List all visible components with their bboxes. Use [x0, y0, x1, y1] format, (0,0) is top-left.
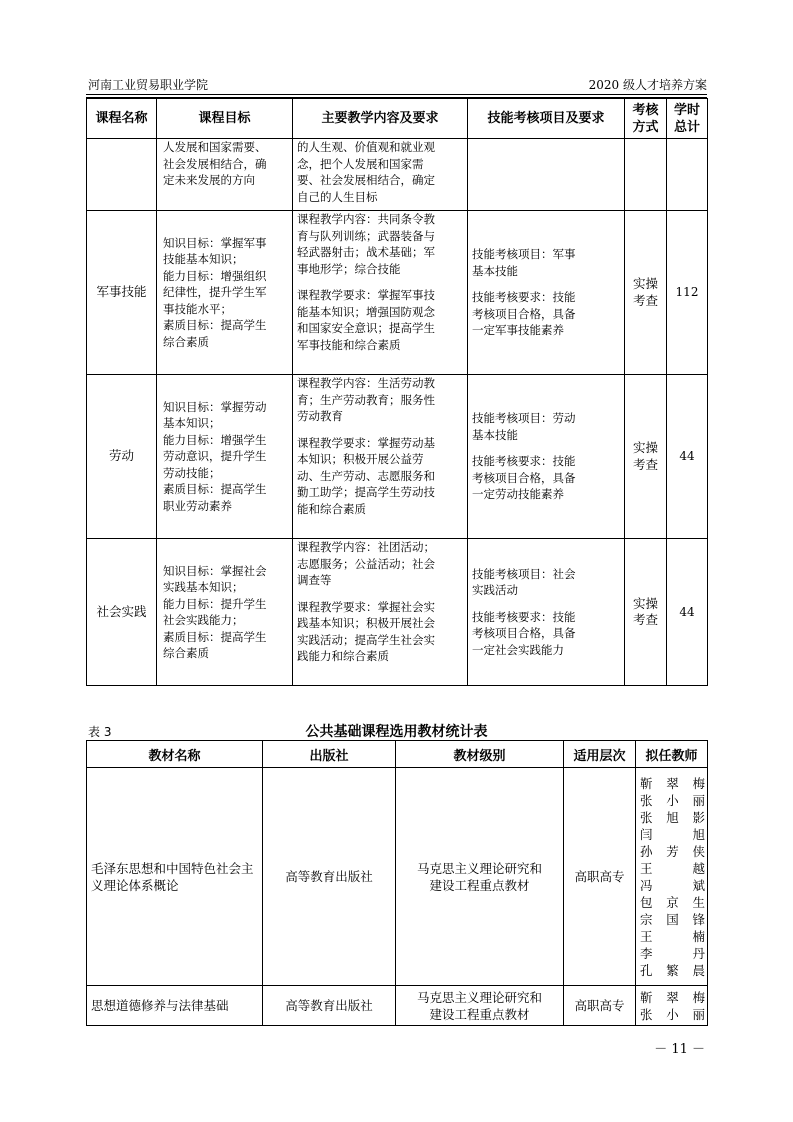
teacher-name: 王 越: [640, 860, 705, 876]
teacher-name: 孔繁晨: [640, 962, 705, 978]
course-content: [293, 375, 468, 539]
teacher-list: [636, 768, 708, 986]
teacher-name: 闫 旭: [640, 826, 705, 842]
col-header-total-hours: 学时总计: [667, 99, 708, 139]
col-header-applicable-level: 适用层次: [564, 741, 636, 768]
table-row: [87, 139, 708, 211]
table3-title: 公共基础课程选用教材统计表: [305, 724, 488, 740]
assessment-method: [625, 139, 667, 211]
skill-requirement-text: 技能考核要求：技能 考核项目合格，具备 一定军事技能素养: [472, 290, 576, 338]
course-goal: 知识目标：掌握社会 实践基本知识； 能力目标：提升学生 社会实践能力； 素质目标：提高学生 综合素质: [157, 539, 293, 686]
teacher-name: 张旭影: [640, 809, 705, 825]
applicable-level: 高职高专: [564, 768, 636, 986]
table-row: [87, 986, 708, 1026]
content-text: 课程教学内容：社团活动； 志愿服务；公益活动；社会 调查等: [297, 540, 435, 587]
course-table-header-row: [87, 99, 708, 139]
skill-assessment: [468, 539, 625, 686]
table-row: [87, 539, 708, 686]
course-content: 的人生观、价值观和就业观 念，把个人发展和国家需 要、社会发展相结合，确定 自己的人生目标: [293, 139, 468, 211]
requirement-text: 课程教学要求：掌握社会实 践基本知识；积极开展社会 实践活动；提高学生社会实 践能力和综合素质: [297, 599, 435, 663]
assessment-method: 实操 考查: [625, 211, 667, 375]
teacher-name: 包京生: [640, 894, 705, 910]
course-table: [86, 98, 708, 686]
course-name: [87, 139, 157, 211]
teacher-name: 宗国锋: [640, 911, 705, 927]
header-rule: [86, 94, 707, 95]
course-name: 军事技能: [87, 211, 157, 375]
skill-requirement-text: 技能考核要求：技能 考核项目合格，具备 一定劳动技能素养: [472, 454, 576, 502]
col-header-skill-assessment: 技能考核项目及要求: [468, 99, 625, 139]
col-header-textbook-level: 教材级别: [396, 741, 564, 768]
skill-requirement-text: 技能考核要求：技能 考核项目合格，具备 一定社会实践能力: [472, 609, 576, 657]
skill-assessment: [468, 139, 625, 211]
skill-item-text: 技能考核项目：社会 实践活动: [472, 566, 576, 598]
publisher: 高等教育出版社: [263, 986, 396, 1026]
col-header-course-name: 课程名称: [87, 99, 157, 139]
teacher-name: 李 丹: [640, 945, 705, 961]
textbook-table: [86, 740, 708, 1026]
assessment-method: 实操 考查: [625, 539, 667, 686]
table-row: [87, 375, 708, 539]
col-header-course-goal: 课程目标: [157, 99, 293, 139]
col-header-teachers: 拟任教师: [636, 741, 708, 768]
table-row: [87, 211, 708, 375]
textbook-level: 马克思主义理论研究和 建设工程重点教材: [396, 986, 564, 1026]
requirement-text: 课程教学要求：掌握军事技 能基本知识；增强国防观念 和国家安全意识；提高学生 军事技能和综合素质: [297, 288, 435, 352]
total-hours: 112: [667, 211, 708, 375]
teacher-name: 张小丽: [640, 1006, 705, 1022]
content-text: 课程教学内容：共同条令教 育与队列训练；武器装备与 轻武器射击；战术基础；军 事地形学；综合技能: [297, 212, 435, 276]
skill-item-text: 技能考核项目：劳动 基本技能: [472, 411, 576, 442]
header-institution: 河南工业贸易职业学院: [88, 78, 209, 92]
applicable-level: 高职高专: [564, 986, 636, 1026]
teacher-name: 靳翠梅: [640, 989, 705, 1005]
total-hours: 44: [667, 539, 708, 686]
course-goal: 知识目标：掌握军事 技能基本知识； 能力目标：增强组织 纪律性，提升学生军 事技能水平； 素质目标：提高学生 综合素质: [157, 211, 293, 375]
course-name: 社会实践: [87, 539, 157, 686]
table3-label: 表 3: [88, 725, 112, 739]
textbook-level: 马克思主义理论研究和 建设工程重点教材: [396, 768, 564, 986]
col-header-content: 主要教学内容及要求: [293, 99, 468, 139]
assessment-method: 实操 考查: [625, 375, 667, 539]
requirement-text: 课程教学要求：掌握劳动基 本知识；积极开展公益劳 动、生产劳动、志愿服务和 勤工助学；提高学生劳动技 能和综合素质: [297, 435, 435, 516]
teacher-name: 冯 斌: [640, 877, 705, 893]
textbook-name: 毛泽东思想和中国特色社会主义理论体系概论: [87, 768, 263, 986]
table-row: [87, 768, 708, 986]
course-goal: 人发展和国家需要、 社会发展相结合，确 定未来发展的方向: [157, 139, 293, 211]
skill-assessment: [468, 375, 625, 539]
total-hours: 44: [667, 375, 708, 539]
skill-assessment: [468, 211, 625, 375]
col-header-textbook-name: 教材名称: [87, 741, 263, 768]
course-content: [293, 211, 468, 375]
skill-item-text: 技能考核项目：军事 基本技能: [472, 247, 576, 278]
teacher-name: 靳翠梅: [640, 775, 705, 791]
header-plan-title: 2020 级人才培养方案: [588, 78, 707, 92]
teacher-name: 王 楠: [640, 928, 705, 944]
textbook-name: 思想道德修养与法律基础: [87, 986, 263, 1026]
teacher-name: 孙芳侠: [640, 843, 705, 859]
page-number: － 11 －: [654, 1042, 705, 1057]
col-header-assessment-method: 考核方式: [625, 99, 667, 139]
course-goal: 知识目标：掌握劳动 基本知识； 能力目标：增强学生 劳动意识，提升学生 劳动技能； 素质目标：提高学生 职业劳动素养: [157, 375, 293, 539]
textbook-table-header-row: [87, 741, 708, 768]
course-content: [293, 539, 468, 686]
publisher: 高等教育出版社: [263, 768, 396, 986]
total-hours: [667, 139, 708, 211]
course-name: 劳动: [87, 375, 157, 539]
content-text: 课程教学内容：生活劳动教 育；生产劳动教育；服务性 劳动教育: [297, 376, 435, 423]
teacher-name: 张小丽: [640, 792, 705, 808]
teacher-list: [636, 986, 708, 1026]
col-header-publisher: 出版社: [263, 741, 396, 768]
